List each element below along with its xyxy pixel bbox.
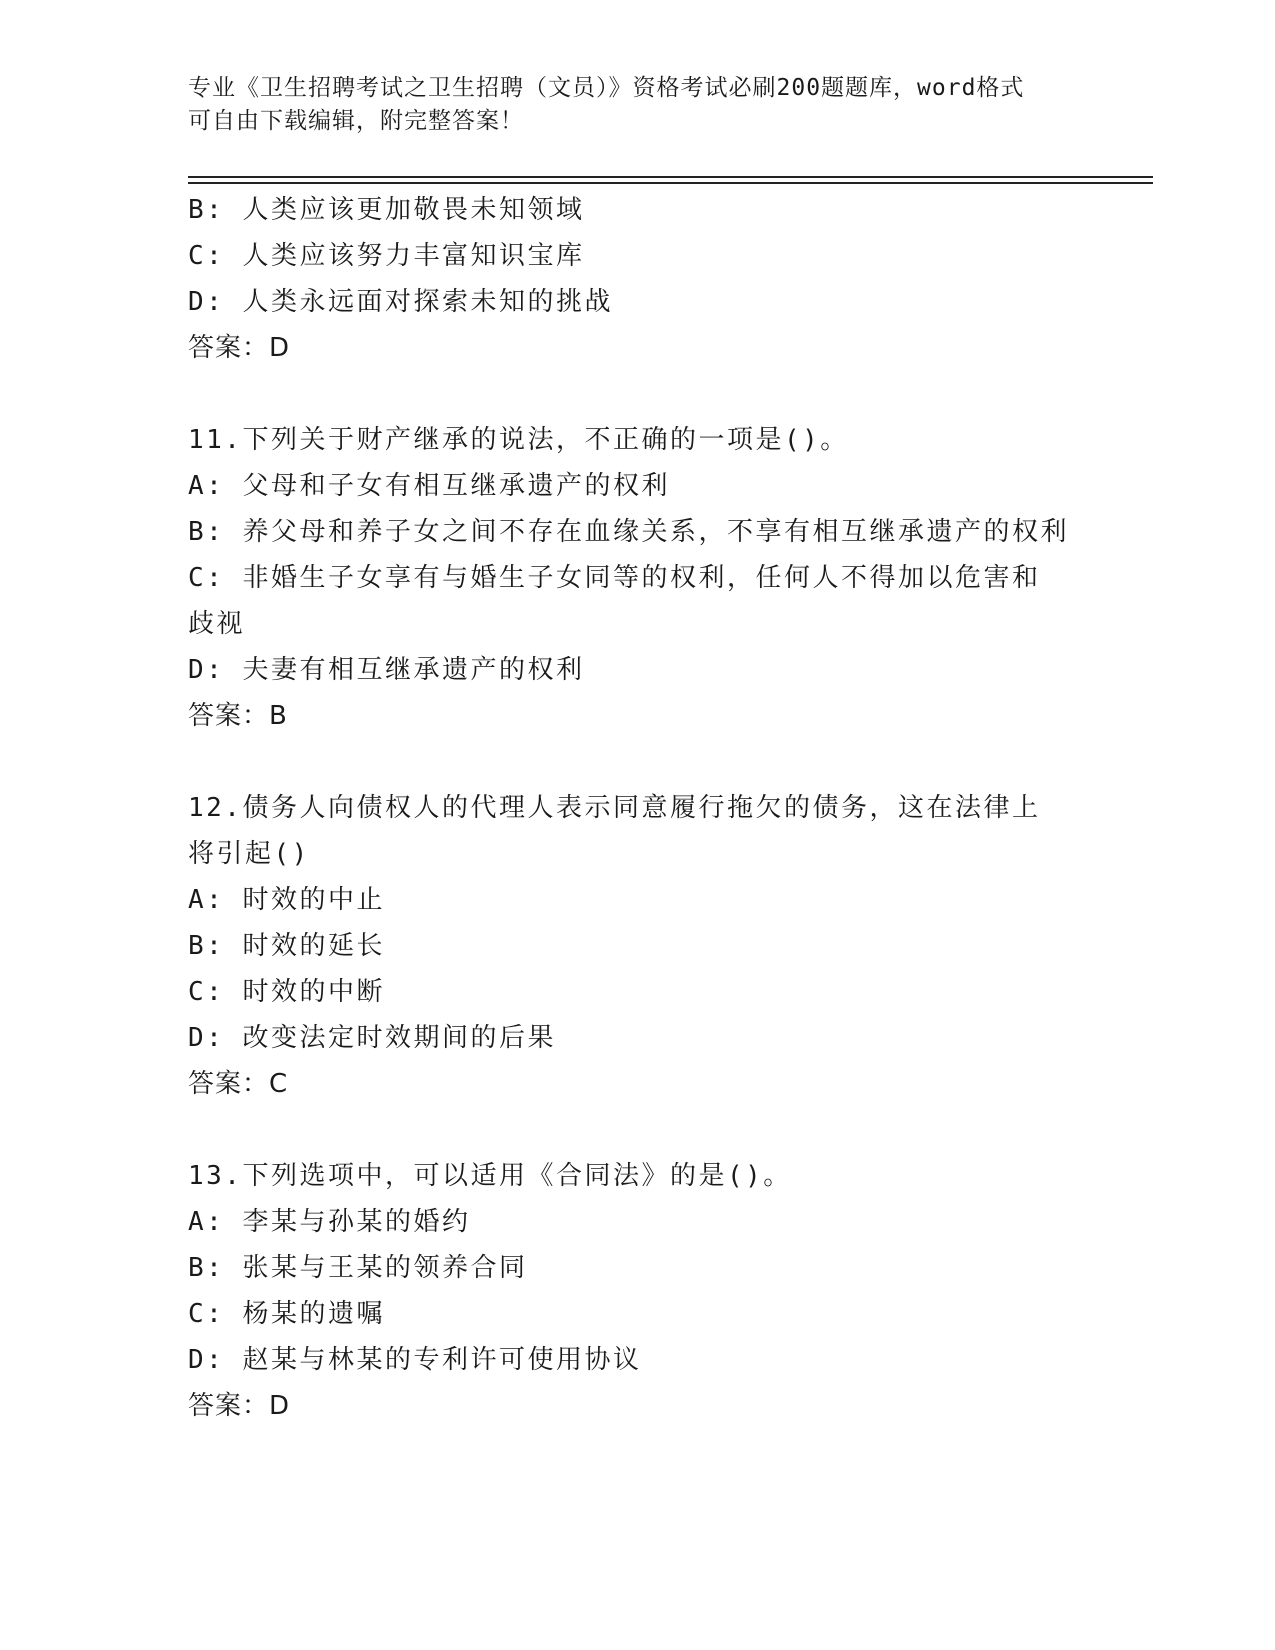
option-c: C: 非婚生子女享有与婚生子女同等的权利，任何人不得加以危害和歧视 (188, 563, 1041, 639)
document-header (188, 72, 1068, 138)
header-divider-bottom (188, 182, 1153, 184)
option-d: D: 夫妻有相互继承遗产的权利 (188, 655, 585, 685)
option-c: C: 时效的中断 (188, 977, 385, 1007)
option-c: C: 杨某的遗嘱 (188, 1299, 385, 1329)
option-d: D: 改变法定时效期间的后果 (188, 1023, 556, 1053)
spacer (188, 1107, 1068, 1153)
answer-line: 答案：B (188, 701, 288, 731)
option-b: B: 养父母和养子女之间不存在血缘关系，不享有相互继承遗产的权利 (188, 517, 1069, 547)
option-a: A: 时效的中止 (188, 885, 385, 915)
question-10-tail (188, 187, 1068, 371)
option-c: C: 人类应该努力丰富知识宝库 (188, 241, 585, 271)
answer-line: 答案：D (188, 333, 291, 363)
question-text: 11.下列关于财产继承的说法，不正确的一项是()。 (188, 425, 849, 455)
question-list (188, 187, 1068, 1429)
option-b: B: 人类应该更加敬畏未知领域 (188, 195, 585, 225)
option-d: D: 赵某与林某的专利许可使用协议 (188, 1345, 642, 1375)
spacer (188, 371, 1068, 417)
question-11 (188, 417, 1068, 739)
answer-line: 答案：C (188, 1069, 289, 1099)
question-12 (188, 785, 1068, 1107)
option-d: D: 人类永远面对探索未知的挑战 (188, 287, 613, 317)
question-text: 12.债务人向债权人的代理人表示同意履行拖欠的债务，这在法律上将引起() (188, 793, 1041, 869)
answer-line: 答案：D (188, 1391, 291, 1421)
header-title-line-2: 可自由下载编辑，附完整答案！ (188, 108, 524, 134)
spacer (188, 739, 1068, 785)
option-b: B: 时效的延长 (188, 931, 385, 961)
option-a: A: 李某与孙某的婚约 (188, 1207, 471, 1237)
header-title-line-1: 专业《卫生招聘考试之卫生招聘（文员）》资格考试必刷200题题库，word格式 (188, 75, 1025, 101)
question-text: 13.下列选项中，可以适用《合同法》的是()。 (188, 1161, 792, 1191)
option-b: B: 张某与王某的领养合同 (188, 1253, 528, 1283)
header-divider-top (188, 176, 1153, 178)
option-a: A: 父母和子女有相互继承遗产的权利 (188, 471, 670, 501)
question-13 (188, 1153, 1068, 1429)
